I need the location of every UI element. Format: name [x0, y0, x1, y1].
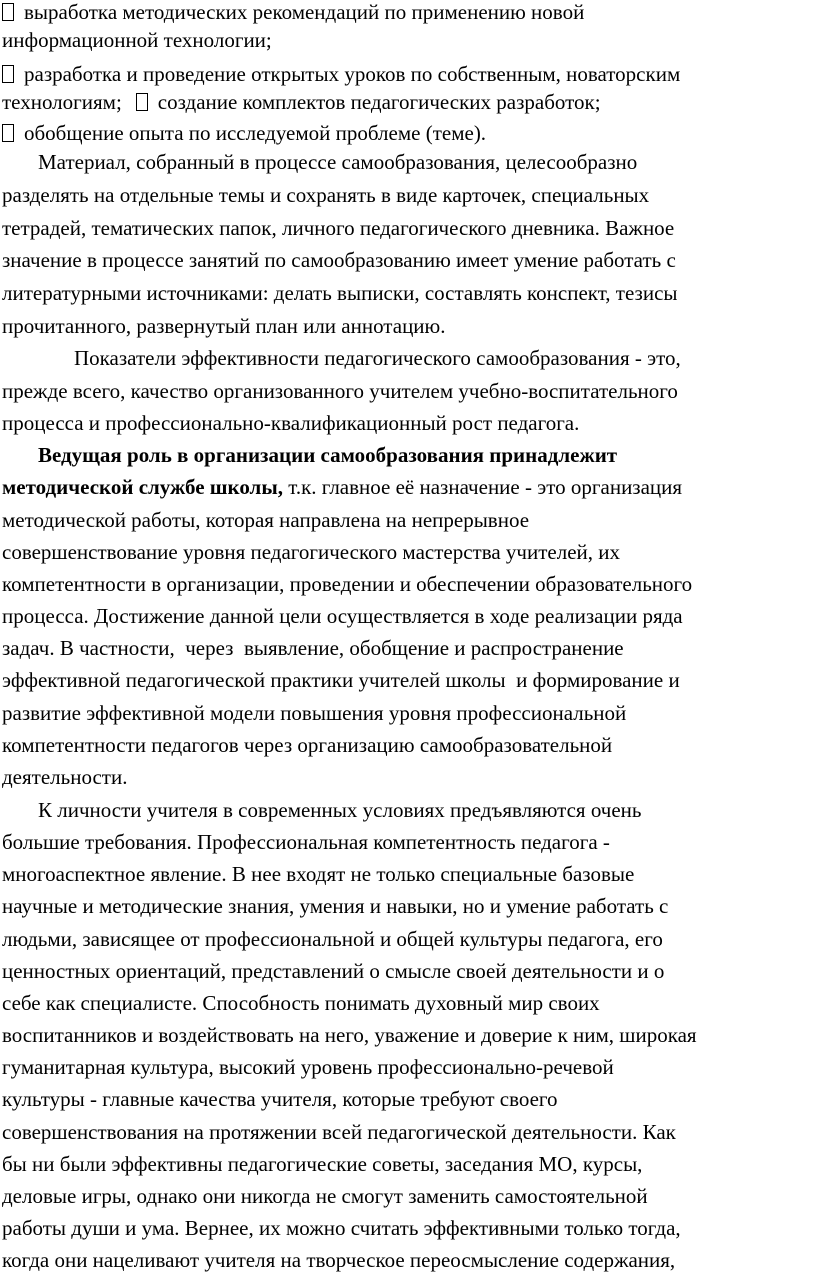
text-line: информационной технологии;	[2, 28, 272, 52]
paragraph-line: Показатели эффективности педагогического самообразования - это,	[74, 346, 681, 370]
paragraph-line: деловые игры, однако они никогда не смогут заменить самостоятельной	[2, 1184, 648, 1208]
paragraph-line: прочитанного, развернутый план или аннотацию.	[2, 314, 446, 338]
paragraph-line: тетрадей, тематических папок, личного педагогического дневника. Важное	[2, 216, 675, 240]
paragraph-line: литературными источниками: делать выписки, составлять конспект, тезисы	[2, 281, 678, 305]
paragraph-line: разделять на отдельные темы и сохранять в виде карточек, специальных	[2, 183, 650, 207]
paragraph-line: научные и методические знания, умения и навыки, но и умение работать с	[2, 894, 669, 918]
paragraph-line: когда они нацеливают учителя на творческое переосмысление содержания,	[2, 1248, 676, 1272]
paragraph-line: значение в процессе занятий по самообразованию имеет умение работать с	[2, 248, 676, 272]
paragraph-line: компетентности в организации, проведении и обеспечении образовательного	[2, 572, 693, 596]
paragraph-line: совершенствование уровня педагогического мастерства учителей, их	[2, 540, 621, 564]
paragraph-line: гуманитарная культура, высокий уровень профессионально-речевой	[2, 1055, 614, 1079]
paragraph-line: людьми, зависящее от профессиональной и общей культуры педагога, его	[2, 927, 663, 951]
paragraph-line: методической работы, которая направлена на непрерывное	[2, 508, 530, 532]
bold-phrase: Ведущая роль в организации самообразования принадлежит	[38, 443, 618, 467]
checkbox-bullet-icon	[2, 3, 14, 21]
paragraph-line: К личности учителя в современных условиях предъявляются очень	[38, 798, 642, 822]
paragraph-line: большие требования. Профессиональная компетентность педагога -	[2, 830, 610, 854]
paragraph-line: прежде всего, качество организованного учителем учебно-воспитательного	[2, 379, 678, 403]
paragraph-line: задач. В частности, через выявление, обобщение и распространение	[2, 636, 624, 660]
bullet-item: технологиям; создание комплектов педагогических разработок;	[2, 90, 601, 114]
paragraph-line: процесса и профессионально-квалификационный рост педагога.	[2, 411, 580, 435]
bullet-item: разработка и проведение открытых уроков по собственным, новаторским	[2, 58, 680, 90]
bold-phrase: методической службе школы,	[2, 475, 283, 499]
paragraph-line: себе как специалисте. Способность понимать духовный мир своих	[2, 991, 600, 1015]
paragraph-line: Материал, собранный в процессе самообразования, целесообразно	[38, 150, 638, 174]
bullet-item: обобщение опыта по исследуемой проблеме (теме).	[2, 117, 486, 149]
checkbox-bullet-icon	[136, 93, 148, 111]
checkbox-bullet-icon	[2, 65, 14, 83]
checkbox-bullet-icon	[2, 124, 14, 142]
paragraph-line: работы души и ума. Вернее, их можно считать эффективными только тогда,	[2, 1216, 681, 1240]
paragraph-line: совершенствования на протяжении всей педагогической деятельности. Как	[2, 1120, 676, 1144]
paragraph-line: процесса. Достижение данной цели осуществляется в ходе реализации ряда	[2, 604, 683, 628]
paragraph-line: бы ни были эффективны педагогические советы, заседания МО, курсы,	[2, 1152, 643, 1176]
paragraph-line: воспитанников и воздействовать на него, уважение и доверие к ним, широкая	[2, 1023, 697, 1047]
paragraph-line	[38, 439, 617, 471]
paragraph-line: эффективной педагогической практики учителей школы и формирование и	[2, 668, 680, 692]
paragraph-line: компетентности педагогов через организацию самообразовательной	[2, 733, 613, 757]
bullet-item: выработка методических рекомендаций по применению новой	[2, 0, 584, 28]
paragraph-line: культуры - главные качества учителя, которые требуют своего	[2, 1087, 558, 1111]
paragraph-line: развитие эффективной модели повышения уровня профессиональной	[2, 701, 627, 725]
paragraph-line: методической службе школы, т.к. главное её назначение - это организация	[2, 475, 683, 499]
paragraph-line: деятельности.	[2, 765, 128, 789]
paragraph-line: многоаспектное явление. В нее входят не только специальные базовые	[2, 862, 635, 886]
paragraph-line: ценностных ориентаций, представлений о смысле своей деятельности и о	[2, 959, 665, 983]
